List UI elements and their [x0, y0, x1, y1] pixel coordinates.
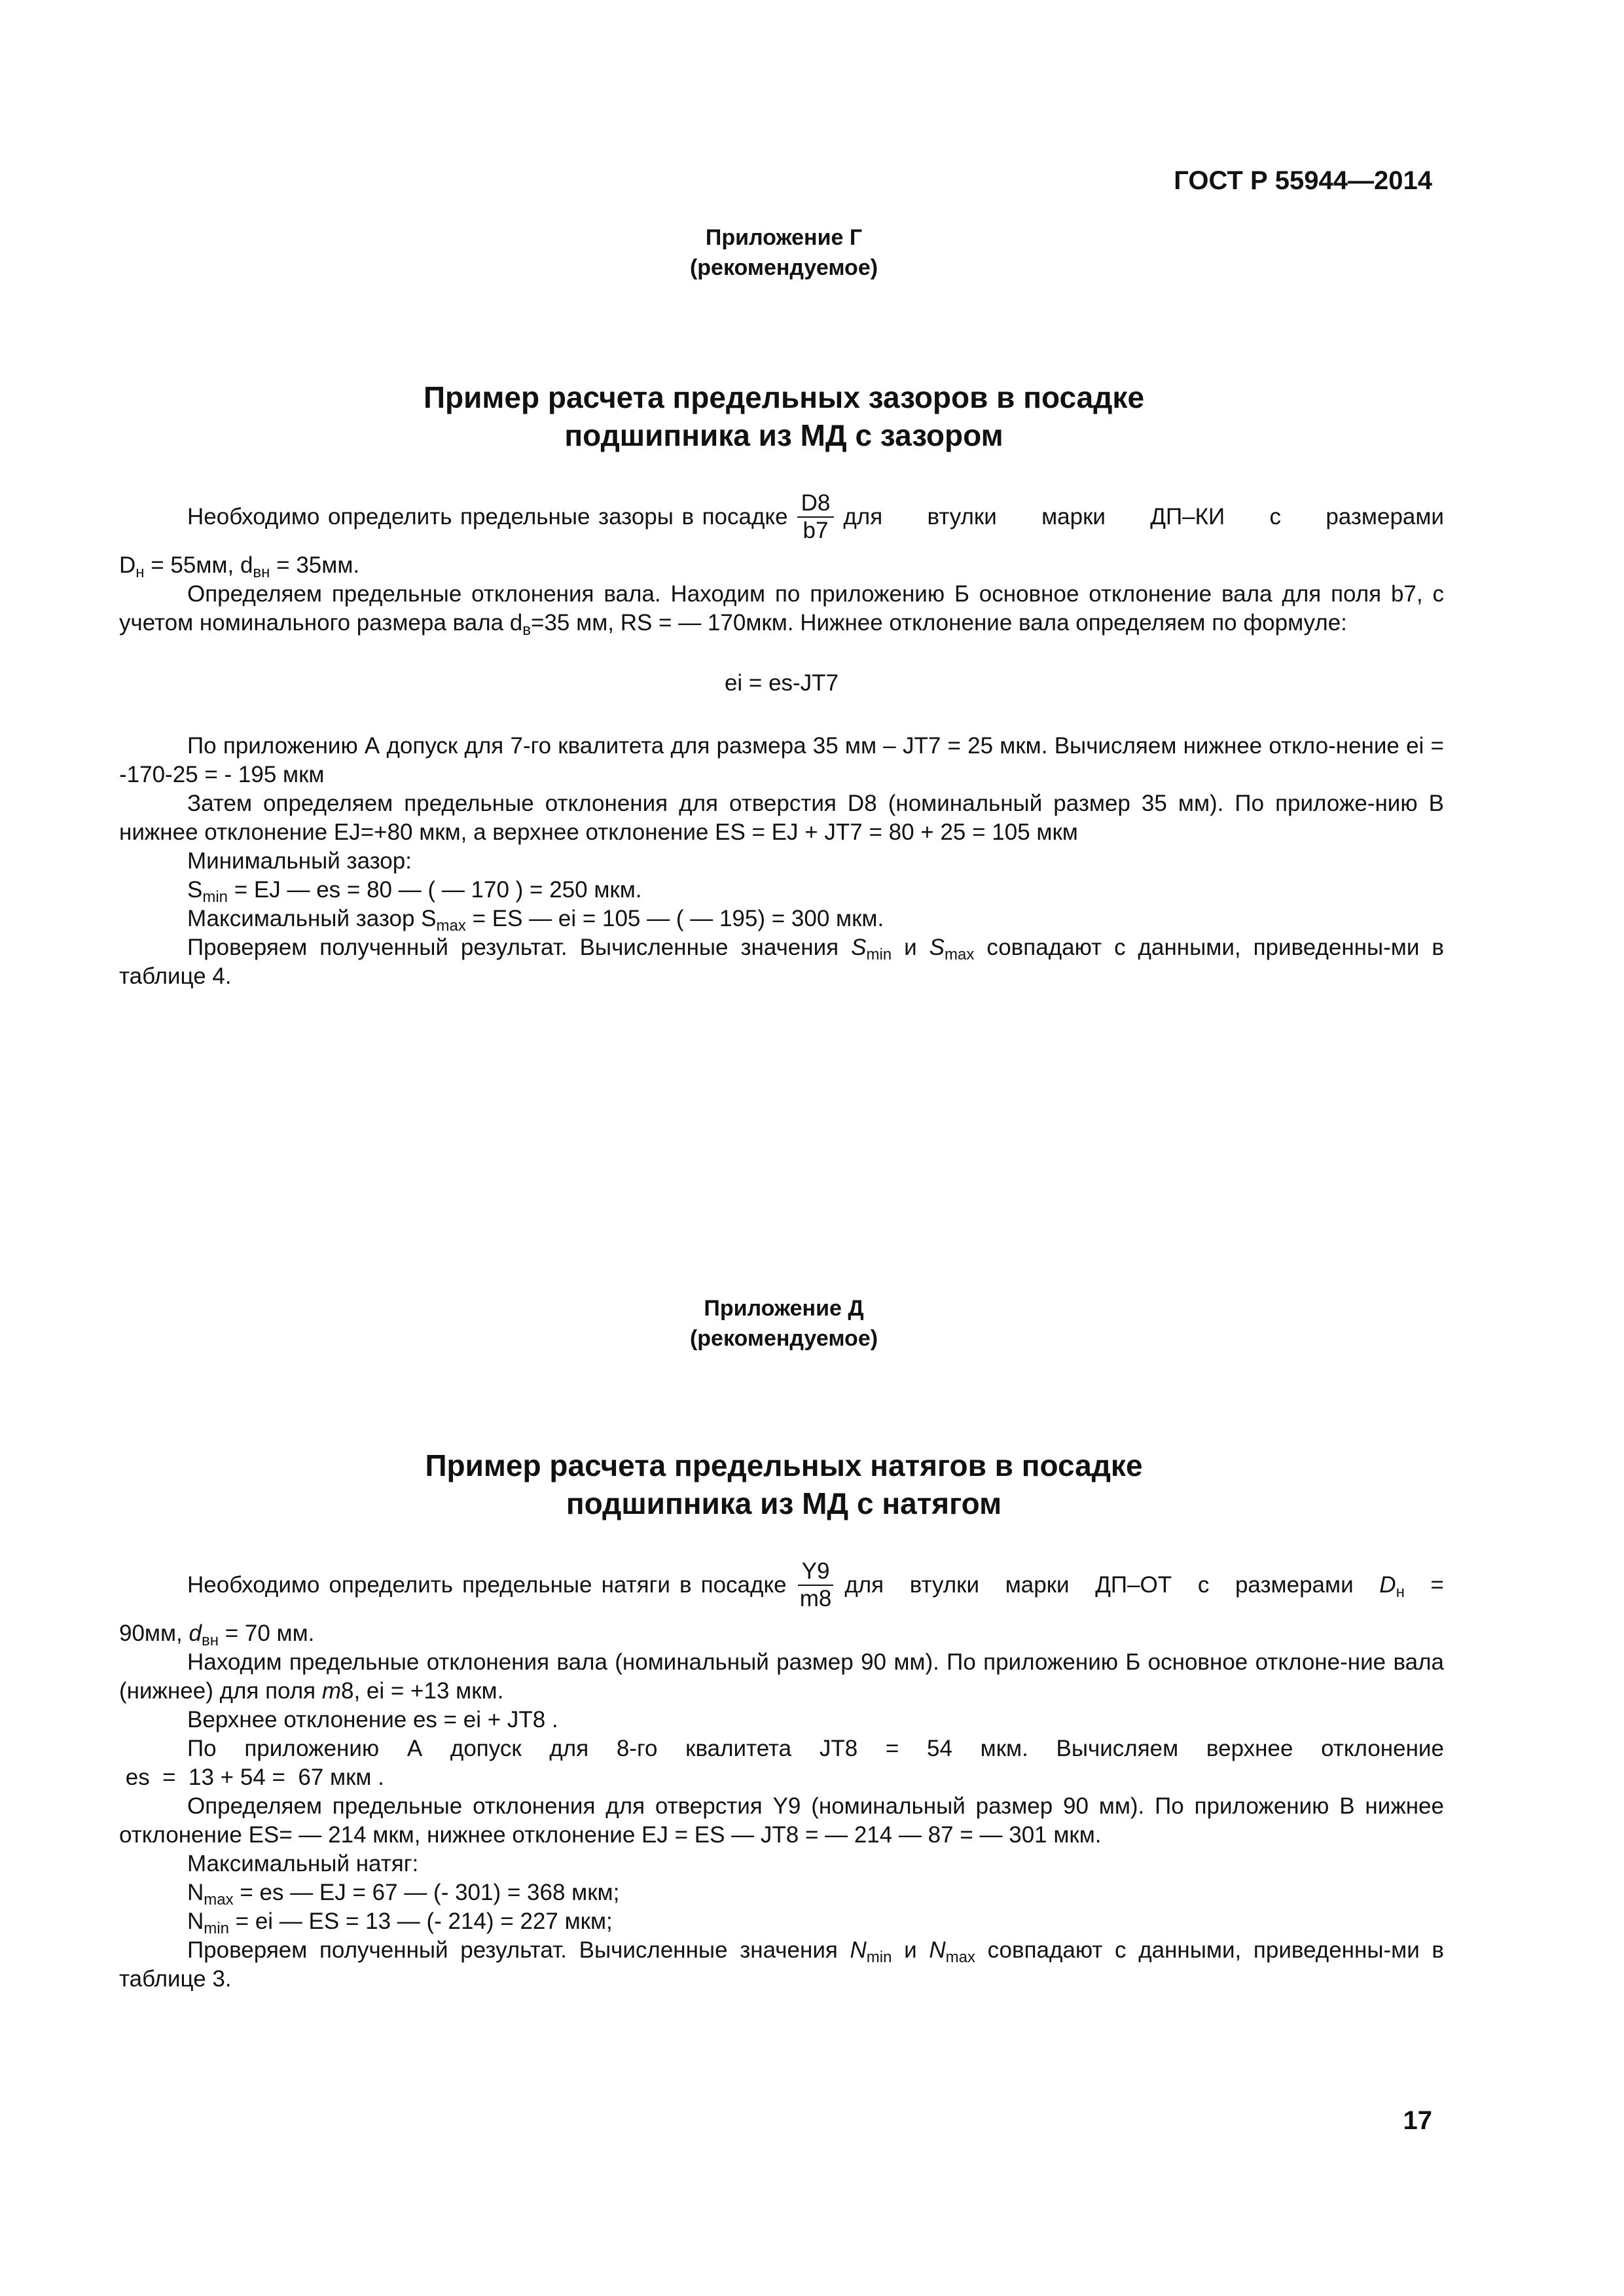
appendix-g-check: Проверяем полученный результат. Вычисленные значения $S_{min}$ и $S_{max}$ совпадают с данными, приведенны-ми в таблице 4.: [119, 935, 1444, 989]
appendix-d-type: (рекомендуемое): [689, 1326, 878, 1351]
fit-fraction-d8-b7: [797, 490, 835, 544]
appendix-d-max-interference-label: Максимальный натяг:: [187, 1851, 419, 1876]
appendix-d-paragraph-1: Находим предельные отклонения вала (номинальный размер 90 мм). По приложению Б основное отклоне-ние вала (нижнее) для поля m8, ei = +13 мкм.: [119, 1649, 1444, 1704]
formula-ei: ei = es-JT7: [724, 670, 839, 696]
word: =: [885, 1736, 899, 1761]
word: для: [844, 1572, 884, 1598]
word: верхнее: [1206, 1736, 1293, 1761]
word: А: [406, 1736, 423, 1761]
word: Необходимо: [187, 1572, 320, 1598]
fraction-denominator: b7: [803, 518, 829, 543]
fraction-numerator: D8: [797, 490, 835, 518]
word: отклонение: [1321, 1736, 1444, 1761]
appendix-d-title: [0, 1446, 1568, 1522]
word: предельные: [460, 504, 590, 529]
appendix-d-title-line2: подшипника из МД с натягом: [566, 1486, 1002, 1520]
page-number: 17: [1403, 2106, 1432, 2135]
appendix-g-title-line2: подшипника из МД с зазором: [564, 418, 1003, 452]
word: 54: [927, 1736, 952, 1761]
fraction-numerator: Y9: [798, 1558, 834, 1586]
appendix-g-paragraph-1: Определяем предельные отклонения вала. Находим по приложению Б основное отклонение вала для поля b7, с учетом номинального размера вала $d_в=35$ мм, RS = — 170мкм. Нижнее отклонение вала определяем по формуле:: [119, 581, 1444, 639]
word: втулки: [927, 504, 997, 529]
appendix-d-es-result: es = 13 + 54 = 67 мкм .: [119, 1765, 384, 1790]
appendix-g-header: [0, 223, 1568, 283]
word: размерами: [1235, 1572, 1354, 1598]
word: определить: [329, 1572, 454, 1598]
appendix-g-paragraph-3: Затем определяем предельные отклонения для отверстия D8 (номинальный размер 35 мм). По приложе-нию В нижнее отклонение EJ=+80 мкм, а верхнее отклонение ES = EJ + JT7 = 80 + 25 = 105 мкм: [119, 791, 1444, 845]
word: определить: [327, 504, 452, 529]
word: посадке: [702, 504, 788, 529]
appendix-g-body: [119, 483, 1444, 991]
word: JT8: [819, 1736, 858, 1761]
appendix-g-intro-right: [843, 503, 1444, 531]
word: квалитета: [685, 1736, 792, 1761]
word: размерами: [1326, 504, 1444, 529]
word: 8-го: [616, 1736, 658, 1761]
appendix-g-title-line1: Пример расчета предельных зазоров в посадке: [423, 380, 1145, 414]
appendix-g-smax-formula: Максимальный зазор $S_{max}$ = ES — ei = 105 — ( — 195) = 300 мкм.: [187, 906, 884, 935]
outer-diameter-symbol: $D_н$: [1379, 1572, 1405, 1601]
appendix-d-nmin-formula: $N_{min}$ = ei — ES = 13 — (- 214) = 227 мкм;: [187, 1909, 613, 1937]
appendix-d-body: [119, 1551, 1444, 1994]
appendix-d-intro-row: [119, 1551, 1444, 1619]
word: для: [549, 1736, 589, 1761]
appendix-g-title: [0, 378, 1568, 454]
word: допуск: [450, 1736, 522, 1761]
appendix-d-paragraph-3-line1: [119, 1734, 1444, 1763]
word: втулки: [909, 1572, 980, 1598]
word: Вычисляем: [1056, 1736, 1179, 1761]
appendix-d-check: Проверяем полученный результат. Вычисленные значения $N_{min}$ и $N_{max}$ совпадают с данными, приведенны-ми в таблице 3.: [119, 1937, 1444, 1992]
appendix-d-paragraph-2: Верхнее отклонение es = ei + JT8 .: [187, 1707, 558, 1732]
appendix-d-nmax-formula: $N_{max}$ = es — EJ = 67 — (- 301) = 368 мкм;: [187, 1880, 620, 1909]
appendix-g-min-clearance-label: Минимальный зазор:: [187, 848, 412, 874]
fraction-denominator: m8: [799, 1586, 832, 1611]
appendix-d-intro-right: [844, 1571, 1444, 1600]
appendix-d-title-line1: Пример расчета предельных натягов в посадке: [425, 1448, 1143, 1482]
word: марки: [1041, 504, 1106, 529]
appendix-d-label: Приложение Д: [704, 1296, 864, 1321]
appendix-g-intro-left: [187, 503, 788, 531]
appendix-d-header: [0, 1293, 1568, 1354]
appendix-g-type: (рекомендуемое): [689, 255, 878, 280]
appendix-d-dimensions: 90мм, $d_{вн} = 70$ мм.: [119, 1621, 315, 1649]
fit-fraction-y9-m8: [796, 1558, 836, 1612]
word: марки: [1005, 1572, 1070, 1598]
word: с: [1197, 1572, 1210, 1598]
word: Необходимо: [187, 504, 320, 529]
word: мкм.: [980, 1736, 1028, 1761]
appendix-d-intro-left: [187, 1571, 787, 1600]
word: =: [1430, 1572, 1444, 1598]
word: зазоры: [598, 504, 674, 529]
appendix-g-smin-formula: $S_{min}$ = EJ — es = 80 — ( — 170 ) = 250 мкм.: [187, 877, 642, 906]
word: приложению: [244, 1736, 380, 1761]
word: в: [681, 504, 695, 529]
word: предельные: [462, 1572, 592, 1598]
document-number: ГОСТ Р 55944—2014: [1174, 166, 1432, 195]
appendix-g-dimensions: $D_н = 55мм$, $d_{вн} = 35мм$.: [119, 552, 360, 581]
appendix-g-paragraph-2: По приложению А допуск для 7-го квалитета для размера 35 мм – JT7 = 25 мкм. Вычисляем нижнее откло-нение ei = -170-25 = - 195 мкм: [119, 733, 1444, 787]
appendix-d-paragraph-4: Определяем предельные отклонения для отверстия Y9 (номинальный размер 90 мм). По приложению В нижнее отклонение ES= — 214 мкм, нижнее отклонение EJ = ES — JT8 = — 214 — 87 = — 301 мкм.: [119, 1793, 1444, 1848]
word: с: [1269, 504, 1281, 529]
appendix-g-label: Приложение Г: [705, 225, 863, 250]
word: ДП–ОТ: [1095, 1572, 1172, 1598]
word: натяги: [601, 1572, 670, 1598]
word: для: [843, 504, 883, 529]
word: ДП–КИ: [1150, 504, 1225, 529]
word: в: [679, 1572, 692, 1598]
word: посадке: [700, 1572, 787, 1598]
appendix-g-intro-row: [119, 483, 1444, 551]
word: По: [187, 1736, 217, 1761]
